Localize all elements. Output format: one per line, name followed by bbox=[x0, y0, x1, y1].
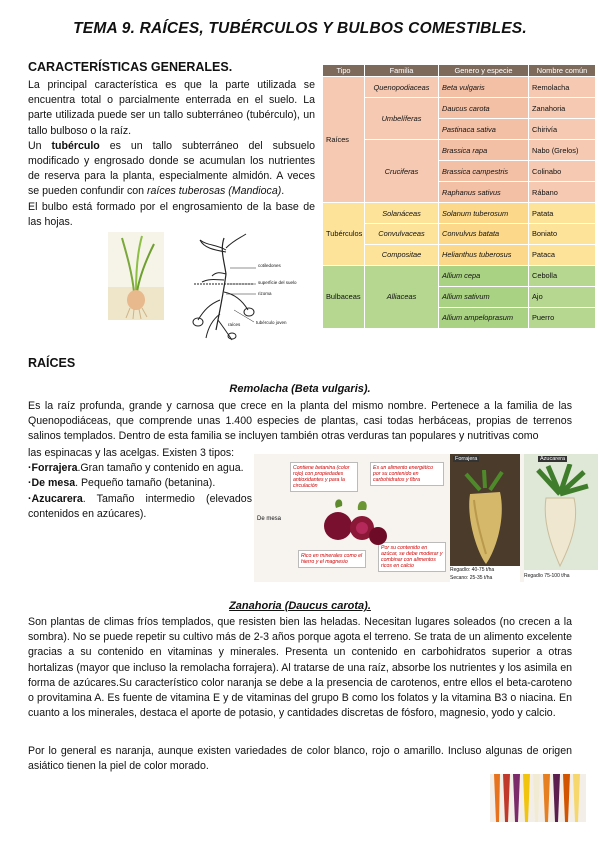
familia-quenopodiaceas: Quenopodiaceas bbox=[365, 77, 439, 98]
onion-bulb-image bbox=[108, 232, 164, 320]
table-row: Raphanus sativus Rábano bbox=[323, 182, 596, 203]
table-row: Allium ampeloprasum Puerro bbox=[323, 307, 596, 328]
caption-betanina: Contiene betanina (color rojo) con propiedades antioxidantes y para la circulación bbox=[290, 462, 358, 492]
table-header-row bbox=[323, 65, 596, 77]
table-row: Bulbaceas Alliaceas Allium cepa Cebolla bbox=[323, 265, 596, 286]
remolacha-paragraph: Es la raíz profunda, grande y carnosa que crece en la planta del mismo nombre. Pertenece a la familia de las Quenopodiáceas, que comprende unas 1.400 especies de plantas, casi todas herbáceas, propias de terrenos salinos templados. Dentro de esta familia se incluyen también otras verduras tan populares y nutritivas como bbox=[28, 400, 572, 443]
familia-cruciferas: Cruciferas bbox=[365, 140, 439, 203]
table-row: Pastinaca sativa Chirivía bbox=[323, 119, 596, 140]
beet-types-image: De mesa Contiene betanina (color rojo) con propiedades antioxidantes y para la circulación Es un alimento energético por su contenido en carbohidratos y fibra Rico en minerales como el hierro y el magnesio Por su contenido en azúcar, se debe moderar y combinar con alimentos ricos en calcio Forrajera Regadío: 40-75 t/ha Secano: 25-35 t/ha Azucarera Regadío 75-100 t/ha bbox=[254, 454, 598, 582]
table-row: Convulvaceas Convulvus batata Boniato bbox=[323, 224, 596, 245]
tipo-bulbaceas: Bulbaceas bbox=[323, 265, 365, 328]
table-row: Cruciferas Brassica rapa Nabo (Grelos) bbox=[323, 140, 596, 161]
familia-alliaceas: Alliaceas bbox=[365, 265, 439, 328]
table-row: Tubérculos Solanáceas Solanum tuberosum Patata bbox=[323, 203, 596, 224]
classification-table bbox=[322, 64, 596, 329]
label-raices: raíces bbox=[228, 322, 241, 327]
colored-carrots-image bbox=[490, 774, 586, 822]
beets-illustration bbox=[314, 498, 394, 548]
general-text: La principal característica es que la parte utilizada se encuentra total o parcialmente enterrada en el suelo. La parte utilizada puede ser un tallo subterráneo (tubérculo), un tallo bulboso o la raíz. Un tubérculo es un tallo subterráneo del subsuelo modificado y engrosado donde se acumulan los nutrientes de reserva para la planta, especialmente almidón. A veces se pueden confundir con raíces tuberosas (Mandioca). El bulbo está formado por el engrosamiento de la base de las hojas. bbox=[28, 79, 315, 228]
zanahoria-title: Zanahoria (Daucus carota). bbox=[229, 600, 371, 612]
tipo-raices: Raíces bbox=[323, 77, 365, 203]
remolacha-types: las espinacas y las acelgas. Existen 3 tipos: ·Forrajera.Gran tamaño y contenido en agua. ·De mesa. Pequeño tamaño (betanina). ·Azucarera. Tamaño intermedio (elevados contenidos en azúcares). bbox=[28, 447, 252, 520]
tipo-de-mesa: ·De mesa bbox=[28, 477, 76, 490]
header-tipo: Tipo bbox=[323, 65, 365, 77]
label-tuberculo: tubérculo joven bbox=[256, 320, 287, 325]
header-familia: Familia bbox=[365, 65, 439, 77]
tipo-tuberculos: Tubérculos bbox=[323, 203, 365, 266]
general-p1: La principal característica es que la parte utilizada se encuentra total o parcialmente enterrada en el suelo. La parte utilizada puede ser un tallo subterráneo (tubérculo), un tallo bulboso o la raíz. bbox=[28, 79, 315, 137]
header-nombre: Nombre común bbox=[529, 65, 596, 77]
caption-energetico: Es un alimento energético por su contenido en carbohidratos y fibra bbox=[370, 462, 444, 486]
section-heading-raices: RAÍCES bbox=[28, 356, 76, 370]
remolacha-title: Remolacha (Beta vulgaris). bbox=[229, 383, 371, 395]
table-row: Umbelíferas Daucus carota Zanahoria bbox=[323, 98, 596, 119]
general-p3: El bulbo está formado por el engrosamiento de la base de las hojas. bbox=[28, 200, 315, 228]
caption-azucar: Por su contenido en azúcar, se debe moderar y combinar con alimentos ricos en calcio bbox=[378, 542, 446, 572]
label-cotiledones: cotiledones bbox=[258, 263, 281, 268]
tipo-azucarera: ·Azucarera bbox=[28, 492, 83, 505]
azucarera-photo: Azucarera Regadío 75-100 t/ha bbox=[524, 454, 598, 582]
page-title: TEMA 9. RAÍCES, TUBÉRCULOS Y BULBOS COMESTIBLES. bbox=[73, 20, 527, 37]
label-superficie: superficie del suelo bbox=[258, 280, 297, 285]
potato-plant-diagram bbox=[190, 230, 298, 342]
caption-minerales: Rico en minerales como el hierro y el magnesio bbox=[298, 550, 366, 568]
zanahoria-paragraph-2: Por lo general es naranja, aunque existen variedades de color blanco, rojo o amarillo. Incluso algunas de origen asiático tienen la piel de color morado. bbox=[28, 745, 572, 773]
tipo-forrajera: ·Forrajera bbox=[28, 462, 78, 475]
section-heading-general: CARACTERÍSTICAS GENERALES. bbox=[28, 60, 233, 74]
table-row: Raíces Quenopodiaceas Beta vulgaris Remolacha bbox=[323, 77, 596, 98]
header-genero: Genero y especie bbox=[439, 65, 529, 77]
forrajera-photo: Forrajera Regadío: 40-75 t/ha Secano: 25-35 t/ha bbox=[450, 454, 520, 582]
label-rizoma: rizoma bbox=[258, 291, 272, 296]
table-row: Compositae Helianthus tuberosus Pataca bbox=[323, 244, 596, 265]
zanahoria-paragraph: Son plantas de climas fríos templados, que resisten bien las heladas. Necesitan lugares soleados (no crecen a la sombra). No se puede repetir su cultivo más de 2-3 años porque agota el terreno. Se trata de un alimento excelente gracias a su contenido en vitaminas y minerales. Presenta un contenido en carbohidratos superior a otras hortalizas (mayor que incluso la remolacha forrajera). Al tratarse de una raíz, absorbe los nutrientes y los asimila en forma de azúcares.Su característico color naranja se debe a la presencia de carotenos, entre ellos el beta-caroteno o provitamina A. Es fuente de vitamina E y de vitaminas del grupo B como los folatos y la vitamina B3 o niacina. En cuanto a los minerales, destaca el aporte de potasio, y cantidades discretas de fósforo, magnesio, yodo y calcio. bbox=[28, 616, 572, 720]
familia-umbeliferas: Umbelíferas bbox=[365, 98, 439, 140]
table-row: Brassica campestris Colinabo bbox=[323, 161, 596, 182]
table-row: Allium sativum Ajo bbox=[323, 286, 596, 307]
